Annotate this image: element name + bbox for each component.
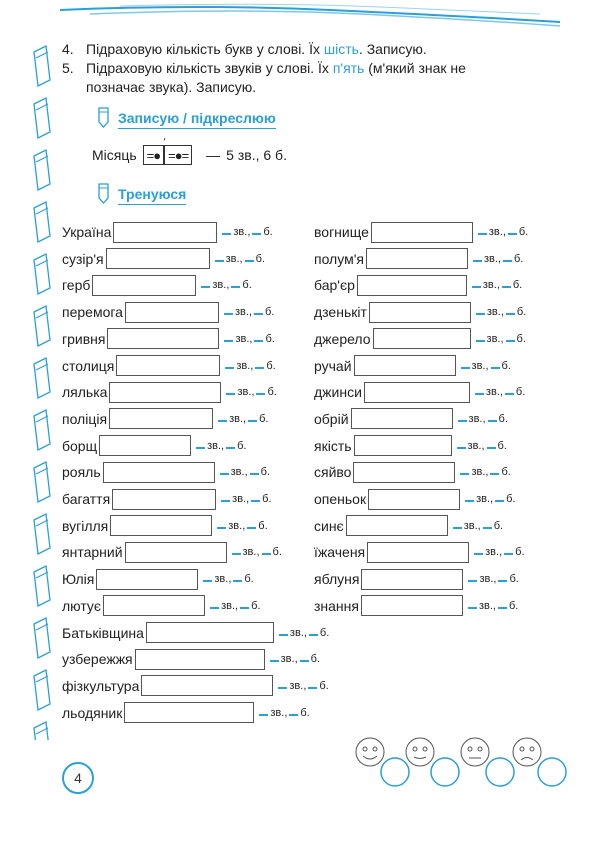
answer-box[interactable] xyxy=(103,595,205,616)
exercise-row xyxy=(314,407,508,431)
letters-label: б. xyxy=(255,252,265,265)
sound-letter-count[interactable] xyxy=(466,600,518,612)
exercise-word: джерело xyxy=(314,330,371,347)
letters-label: б. xyxy=(506,493,516,505)
answer-box[interactable] xyxy=(112,489,216,510)
answer-box[interactable] xyxy=(367,542,469,563)
sounds-label: зв., xyxy=(485,386,503,399)
exercise-row xyxy=(314,460,511,484)
sounds-label: зв., xyxy=(230,466,248,479)
answer-box[interactable] xyxy=(353,462,455,483)
sounds-blank[interactable] xyxy=(476,340,485,342)
exercise-word: льодяник xyxy=(62,704,123,721)
answer-box[interactable] xyxy=(371,222,473,243)
exercise-word: обрій xyxy=(314,410,349,427)
exercise-word: джинси xyxy=(314,384,362,401)
sounds-blank[interactable] xyxy=(226,393,235,395)
instruction-5: 5. Підраховую кількість звуків у слові. Їх п'ять (м'який знак не xyxy=(62,60,466,76)
letters-label: б. xyxy=(300,706,310,719)
example-result: 5 зв., 6 б. xyxy=(226,147,287,163)
pencil-icon xyxy=(96,182,112,204)
sounds-blank[interactable] xyxy=(279,634,288,636)
sounds-blank[interactable] xyxy=(203,580,212,582)
letters-label: б. xyxy=(242,279,252,292)
letters-blank[interactable] xyxy=(503,260,512,262)
sound-letter-count[interactable] xyxy=(476,226,528,238)
sounds-label: зв., xyxy=(225,252,243,265)
letters-label: б. xyxy=(509,573,519,586)
exercise-word: Юлія xyxy=(62,571,95,588)
exercise-row xyxy=(314,567,519,591)
sound-letter-count[interactable] xyxy=(219,493,271,505)
answer-box[interactable] xyxy=(346,515,448,536)
answer-box[interactable] xyxy=(99,435,191,456)
letters-blank[interactable] xyxy=(251,500,260,502)
sounds-label: зв., xyxy=(483,252,501,265)
sounds-label: зв., xyxy=(486,306,504,319)
exercise-word: фізкультура xyxy=(62,677,140,694)
letters-label: б. xyxy=(515,386,526,399)
exercise-row xyxy=(62,407,268,431)
sounds-blank[interactable] xyxy=(232,553,241,555)
exercise-row xyxy=(62,567,254,591)
exercise-word: багаття xyxy=(62,491,111,507)
letters-blank[interactable] xyxy=(245,260,254,262)
syllable-scheme-1: ′ =● xyxy=(143,145,164,165)
answer-box[interactable] xyxy=(125,302,219,323)
letters-blank[interactable] xyxy=(231,286,240,288)
exercise-row xyxy=(62,460,270,484)
letters-blank[interactable] xyxy=(252,233,261,235)
answer-box[interactable] xyxy=(354,435,452,456)
self-assessment-faces-icon xyxy=(330,730,590,790)
answer-box[interactable] xyxy=(369,302,471,323)
sounds-blank[interactable] xyxy=(220,473,229,475)
section-title-write-underline: Записую / підкреслюю xyxy=(118,110,276,129)
answer-box[interactable] xyxy=(96,569,198,590)
sound-letter-count[interactable] xyxy=(230,546,282,558)
letters-label: б. xyxy=(262,493,272,505)
exercise-word: борщ xyxy=(62,437,98,454)
sound-letter-count[interactable] xyxy=(472,546,524,558)
letters-blank[interactable] xyxy=(495,500,504,502)
exercise-row xyxy=(62,247,265,271)
syllable-scheme-2: =●= xyxy=(164,145,192,165)
exercise-row xyxy=(62,487,272,511)
sounds-blank[interactable] xyxy=(278,687,287,689)
page-number: 4 xyxy=(62,762,94,794)
exercise-word: узбережжя xyxy=(62,651,133,668)
sounds-blank[interactable] xyxy=(468,607,477,609)
exercise-row xyxy=(314,273,522,297)
letters-blank[interactable] xyxy=(248,420,257,422)
letters-blank[interactable] xyxy=(487,447,496,449)
letters-label: б. xyxy=(251,599,261,612)
sounds-blank[interactable] xyxy=(224,340,233,342)
sound-letter-count[interactable] xyxy=(470,279,522,291)
sound-letter-count[interactable] xyxy=(455,440,507,452)
letters-label: б. xyxy=(516,306,527,319)
letters-label: б. xyxy=(260,466,270,479)
sound-letter-count[interactable] xyxy=(466,573,518,585)
exercise-word: лютує xyxy=(62,597,102,614)
sounds-blank[interactable] xyxy=(458,420,467,422)
letters-blank[interactable] xyxy=(300,660,309,662)
letters-label: б. xyxy=(508,599,519,612)
exercise-word: сяйво xyxy=(314,464,352,481)
answer-box[interactable] xyxy=(125,542,227,563)
letters-blank[interactable] xyxy=(488,420,497,422)
sounds-label: зв., xyxy=(482,279,500,292)
answer-box[interactable] xyxy=(146,622,274,643)
sounds-blank[interactable] xyxy=(457,447,466,449)
letters-blank[interactable] xyxy=(506,340,515,342)
sounds-label: зв., xyxy=(280,653,298,666)
exercise-row xyxy=(62,220,273,244)
letters-label: б. xyxy=(512,279,523,292)
letters-blank[interactable] xyxy=(498,607,507,609)
sounds-blank[interactable] xyxy=(224,313,233,315)
sounds-label: зв., xyxy=(289,626,307,639)
letters-label: б. xyxy=(237,439,247,452)
sounds-label: зв., xyxy=(478,599,496,612)
sounds-label: зв., xyxy=(234,306,252,319)
answer-box[interactable] xyxy=(92,275,196,296)
sounds-label: зв., xyxy=(471,359,489,372)
answer-box[interactable] xyxy=(103,462,215,483)
letters-blank[interactable] xyxy=(255,367,264,369)
letters-blank[interactable] xyxy=(309,634,318,636)
exercise-word: їжаченя xyxy=(314,544,366,561)
letters-blank[interactable] xyxy=(233,580,242,582)
answer-box[interactable] xyxy=(361,569,463,590)
sounds-blank[interactable] xyxy=(468,580,477,582)
sound-letter-count[interactable] xyxy=(474,333,526,345)
exercise-word: Україна xyxy=(62,224,112,240)
sounds-blank[interactable] xyxy=(472,286,481,288)
letters-blank[interactable] xyxy=(506,313,515,315)
exercise-row xyxy=(62,594,260,618)
exercise-row xyxy=(62,380,277,404)
answer-box[interactable] xyxy=(357,275,467,296)
exercise-row xyxy=(62,300,274,324)
sounds-label: зв., xyxy=(214,573,232,586)
sound-letter-count[interactable] xyxy=(459,360,511,372)
exercise-row xyxy=(314,327,526,351)
sound-letter-count[interactable] xyxy=(463,493,515,505)
answer-box[interactable] xyxy=(135,649,265,670)
answer-box[interactable] xyxy=(141,675,273,696)
exercise-word: опеньок xyxy=(314,491,367,507)
letters-label: б. xyxy=(516,332,526,345)
sounds-label: зв., xyxy=(228,519,246,532)
answer-box[interactable] xyxy=(116,355,220,376)
example-word: Місяць xyxy=(92,147,137,163)
exercise-row xyxy=(62,674,329,698)
answer-box[interactable] xyxy=(107,328,219,349)
sounds-blank[interactable] xyxy=(478,233,487,235)
letters-label: б. xyxy=(518,226,529,238)
sound-letter-count[interactable] xyxy=(224,386,276,398)
sound-letter-count[interactable] xyxy=(257,707,309,719)
exercise-row xyxy=(62,701,310,725)
sounds-label: зв., xyxy=(235,332,253,345)
letters-label: б. xyxy=(310,653,320,666)
exercise-word: янтарний xyxy=(62,544,123,561)
sounds-blank[interactable] xyxy=(474,553,483,555)
letters-label: б. xyxy=(501,359,511,372)
sound-letter-count[interactable] xyxy=(456,413,508,425)
sounds-blank[interactable] xyxy=(475,393,484,395)
exercise-row xyxy=(62,434,246,458)
answer-box[interactable] xyxy=(364,382,470,403)
exercise-row xyxy=(314,380,525,404)
sounds-label: зв., xyxy=(488,226,506,238)
sound-letter-count[interactable] xyxy=(215,520,267,532)
letters-blank[interactable] xyxy=(254,340,263,342)
exercise-row xyxy=(62,647,320,671)
sounds-blank[interactable] xyxy=(218,420,227,422)
sounds-label: зв., xyxy=(232,493,250,505)
sounds-label: зв., xyxy=(242,546,260,559)
sound-letter-count[interactable] xyxy=(222,306,274,318)
sounds-label: зв., xyxy=(479,573,497,586)
exercise-row xyxy=(314,540,525,564)
sound-letter-count[interactable] xyxy=(276,680,328,692)
exercise-row xyxy=(314,220,528,244)
sound-letter-count[interactable] xyxy=(473,386,525,398)
sound-letter-count[interactable] xyxy=(222,333,274,345)
exercise-word: сузір'я xyxy=(62,250,104,267)
sounds-label: зв., xyxy=(270,706,288,719)
letters-blank[interactable] xyxy=(498,580,507,582)
answer-box[interactable] xyxy=(361,595,463,616)
instructions xyxy=(62,40,562,97)
sounds-blank[interactable] xyxy=(210,607,219,609)
exercise-word: герб xyxy=(62,277,91,294)
top-wave-decoration xyxy=(0,0,600,36)
letters-label: б. xyxy=(258,519,268,532)
exercise-row xyxy=(314,514,503,538)
letters-blank[interactable] xyxy=(247,527,256,529)
letters-blank[interactable] xyxy=(254,313,263,315)
exercise-word: вугілля xyxy=(62,517,109,534)
sounds-blank[interactable] xyxy=(461,367,470,369)
instruction-5-continued: позначає звука). Записую. xyxy=(86,79,257,95)
sound-letter-count[interactable] xyxy=(458,466,510,478)
sound-letter-count[interactable] xyxy=(474,306,526,318)
letters-blank[interactable] xyxy=(483,527,492,529)
sounds-label: зв., xyxy=(212,279,230,292)
letters-blank[interactable] xyxy=(508,233,517,235)
letters-label: б. xyxy=(272,546,282,559)
letters-blank[interactable] xyxy=(491,367,500,369)
letters-blank[interactable] xyxy=(308,687,317,689)
example-row: Місяць ′ =● =●= — 5 зв., 6 б. xyxy=(92,137,287,163)
letters-label: б. xyxy=(259,412,269,425)
sounds-blank[interactable] xyxy=(201,286,210,288)
letters-label: б. xyxy=(267,386,277,399)
exercise-row xyxy=(314,354,511,378)
sound-letter-count[interactable] xyxy=(277,627,329,639)
letters-blank[interactable] xyxy=(250,473,259,475)
letters-label: б. xyxy=(266,359,276,372)
exercise-word: бар'єр xyxy=(314,277,355,294)
letters-label: б. xyxy=(515,546,525,559)
answer-box[interactable] xyxy=(109,382,221,403)
sounds-label: зв., xyxy=(236,359,254,372)
exercise-row xyxy=(62,327,275,351)
sounds-blank[interactable] xyxy=(473,260,482,262)
sounds-label: зв., xyxy=(233,226,251,238)
letters-blank[interactable] xyxy=(240,607,249,609)
letters-label: б. xyxy=(498,412,508,425)
letters-label: б. xyxy=(497,439,507,452)
exercise-row xyxy=(314,300,526,324)
letters-blank[interactable] xyxy=(226,447,235,449)
sounds-blank[interactable] xyxy=(460,473,469,475)
sounds-label: зв., xyxy=(486,332,504,345)
letters-blank[interactable] xyxy=(289,714,298,716)
sound-letter-count[interactable] xyxy=(199,279,251,291)
sounds-blank[interactable] xyxy=(217,527,226,529)
answer-box[interactable] xyxy=(351,408,453,429)
exercise-word: яблуня xyxy=(314,571,360,588)
letters-label: б. xyxy=(265,332,275,345)
answer-box[interactable] xyxy=(106,248,210,269)
sound-letter-count[interactable] xyxy=(208,600,260,612)
sounds-label: зв., xyxy=(467,439,485,452)
sounds-blank[interactable] xyxy=(476,313,485,315)
sounds-blank[interactable] xyxy=(225,367,234,369)
sounds-label: зв., xyxy=(468,412,486,425)
letters-label: б. xyxy=(264,306,275,319)
letters-label: б. xyxy=(493,519,504,532)
answer-box[interactable] xyxy=(113,222,217,243)
answer-box[interactable] xyxy=(124,702,254,723)
sounds-blank[interactable] xyxy=(465,500,474,502)
exercise-row xyxy=(314,594,518,618)
letters-blank[interactable] xyxy=(505,393,514,395)
sound-letter-count[interactable] xyxy=(223,360,275,372)
exercise-word: вогнище xyxy=(314,224,369,240)
sounds-blank[interactable] xyxy=(259,714,268,716)
exercise-word: перемога xyxy=(62,304,123,321)
sounds-label: зв., xyxy=(237,386,255,399)
sound-letter-count[interactable] xyxy=(194,440,246,452)
sounds-blank[interactable] xyxy=(196,447,205,449)
exercise-row xyxy=(62,514,268,538)
answer-box[interactable] xyxy=(366,248,468,269)
answer-box[interactable] xyxy=(109,408,213,429)
sounds-label: зв., xyxy=(221,599,239,612)
sound-letter-count[interactable] xyxy=(471,253,523,265)
sounds-label: зв., xyxy=(463,519,481,532)
sounds-label: зв., xyxy=(471,466,489,479)
exercise-word: гривня xyxy=(62,330,106,347)
answer-box[interactable] xyxy=(373,328,471,349)
letters-blank[interactable] xyxy=(504,553,513,555)
sound-letter-count[interactable] xyxy=(213,253,265,265)
exercise-word: полум'я xyxy=(314,250,364,267)
exercise-row xyxy=(62,273,252,297)
sounds-label: зв., xyxy=(476,493,494,505)
exercise-row xyxy=(62,621,329,645)
sound-letter-count[interactable] xyxy=(201,573,253,585)
letters-label: б. xyxy=(263,226,273,238)
exercise-word: рояль xyxy=(62,464,101,481)
exercise-row xyxy=(62,540,282,564)
exercise-word: ручай xyxy=(314,357,352,374)
sound-letter-count[interactable] xyxy=(216,413,268,425)
exercise-word: синє xyxy=(314,517,344,534)
exercise-word: столиця xyxy=(62,357,115,374)
section-title-practice: Тренуюся xyxy=(118,186,186,205)
answer-box[interactable] xyxy=(368,489,460,510)
pencil-border-icon xyxy=(26,40,56,740)
exercise-word: дзенькіт xyxy=(314,304,367,321)
sounds-blank[interactable] xyxy=(270,660,279,662)
pencil-icon xyxy=(96,106,112,128)
letters-blank[interactable] xyxy=(502,286,511,288)
sound-letter-count[interactable] xyxy=(451,520,503,532)
sound-letter-count[interactable] xyxy=(268,653,320,665)
letters-blank[interactable] xyxy=(256,393,265,395)
sounds-label: зв., xyxy=(207,439,225,452)
exercise-row xyxy=(62,354,276,378)
exercise-word: Батьківщина xyxy=(62,624,144,641)
letters-label: б. xyxy=(513,252,524,265)
sounds-blank[interactable] xyxy=(215,260,224,262)
exercise-row xyxy=(314,247,523,271)
letters-blank[interactable] xyxy=(490,473,499,475)
exercise-word: знання xyxy=(314,597,359,614)
letters-label: б. xyxy=(244,573,254,586)
exercise-word: якість xyxy=(314,437,352,454)
exercise-row xyxy=(314,434,507,458)
sounds-label: зв., xyxy=(485,546,503,559)
sound-letter-count[interactable] xyxy=(220,226,272,238)
letters-label: б. xyxy=(319,626,330,639)
letters-blank[interactable] xyxy=(262,553,271,555)
sounds-blank[interactable] xyxy=(453,527,462,529)
exercise-word: лялька xyxy=(62,384,108,401)
instruction-4: 4. Підраховую кількість букв у слові. Їх шість. Записую. xyxy=(62,41,427,57)
sounds-blank[interactable] xyxy=(222,233,231,235)
sound-letter-count[interactable] xyxy=(218,466,270,478)
answer-box[interactable] xyxy=(354,355,456,376)
exercise-row xyxy=(314,487,515,511)
letters-label: б. xyxy=(319,679,329,692)
letters-label: б. xyxy=(501,466,511,479)
sounds-blank[interactable] xyxy=(221,500,230,502)
sounds-label: зв., xyxy=(229,412,247,425)
answer-box[interactable] xyxy=(110,515,212,536)
exercise-word: поліція xyxy=(62,410,108,427)
sounds-label: зв., xyxy=(289,679,307,692)
